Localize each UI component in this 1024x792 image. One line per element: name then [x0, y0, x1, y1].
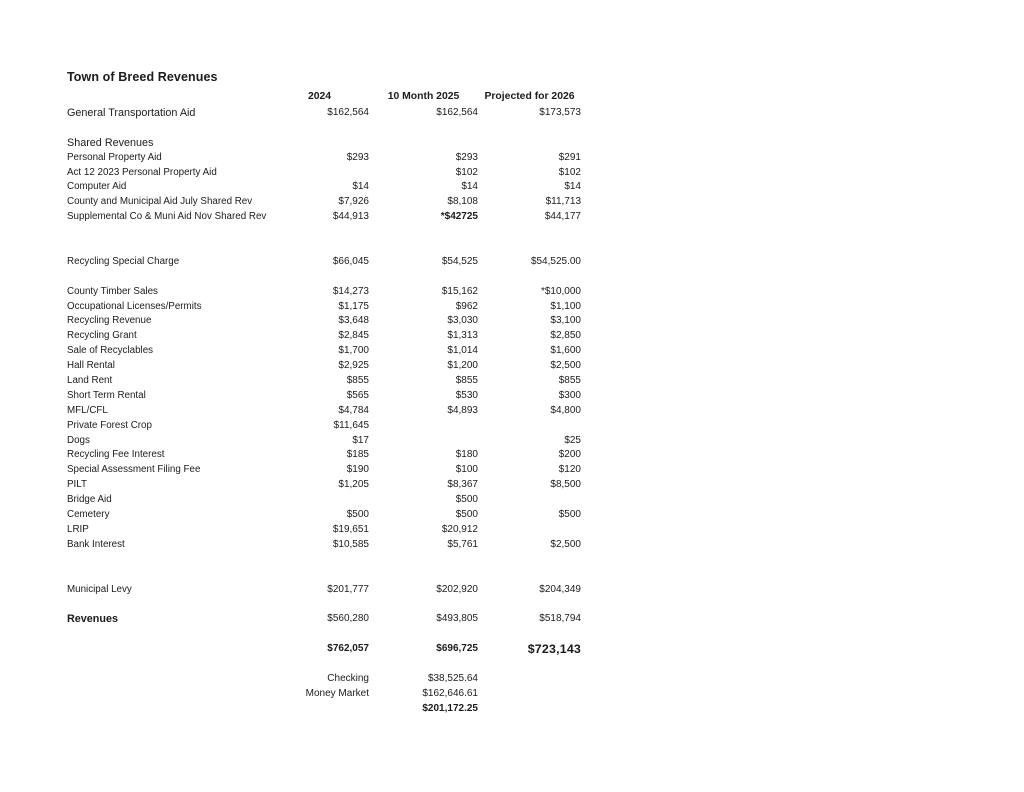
- value-2024: $2,925: [338, 360, 369, 372]
- table-row: [67, 702, 581, 717]
- value-projected-2026: $54,525.00: [530, 255, 581, 267]
- value-10-month-2025: $1,014: [447, 345, 478, 357]
- value-10-month-2025: $962: [455, 300, 478, 312]
- row-label: PILT: [67, 479, 87, 491]
- row-label: Recycling Special Charge: [67, 255, 180, 267]
- value-projected-2026: [478, 672, 581, 687]
- value-2024: [270, 702, 369, 717]
- table-row: [67, 523, 581, 538]
- row-label: Municipal Levy: [67, 583, 132, 595]
- column-header-10-month-2025: 10 Month 2025: [387, 91, 460, 102]
- table-row: [67, 612, 581, 627]
- blank-row: [67, 627, 581, 642]
- value-projected-2026: $4,800: [550, 404, 581, 416]
- blank-row: [67, 121, 581, 136]
- value-10-month-2025: $202,920: [436, 583, 478, 595]
- value-10-month-2025: $1,313: [447, 330, 478, 342]
- table-row: [67, 300, 581, 315]
- value-10-month-2025: $293: [455, 151, 478, 163]
- row-label: [67, 702, 270, 717]
- value-10-month-2025: $100: [455, 464, 478, 476]
- blank-row: [67, 657, 581, 672]
- value-10-month-2025: $102: [455, 166, 478, 178]
- value-projected-2026: $44,177: [544, 211, 581, 223]
- column-header-2024: 2024: [307, 91, 332, 102]
- value-2024: $14: [352, 181, 369, 193]
- row-label: Occupational Licenses/Permits: [67, 300, 202, 312]
- table-body: [67, 106, 581, 717]
- value-projected-2026: $3,100: [550, 315, 581, 327]
- blank-row: [67, 568, 581, 583]
- value-projected-2026: $200: [558, 449, 581, 461]
- table-row: [67, 344, 581, 359]
- row-label: County Timber Sales: [67, 285, 158, 297]
- value-2024: $185: [346, 449, 369, 461]
- table-row: [67, 136, 581, 151]
- column-header-projected-2026: Projected for 2026: [484, 91, 575, 102]
- value-2024: $4,784: [338, 404, 369, 416]
- value-10-month-2025: $20,912: [441, 523, 478, 535]
- value-projected-2026: $25: [564, 434, 581, 446]
- value-2024: $11,645: [333, 419, 369, 431]
- table-row: [67, 478, 581, 493]
- value-2024: $7,926: [338, 196, 369, 208]
- row-label: Short Term Rental: [67, 389, 146, 401]
- row-label: Shared Revenues: [67, 136, 154, 149]
- table-row: [67, 195, 581, 210]
- table-row: [67, 106, 581, 121]
- value-10-month-2025: $855: [455, 375, 478, 387]
- value-2024: $293: [346, 151, 369, 163]
- row-label: Private Forest Crop: [67, 419, 152, 431]
- table-row: [67, 434, 581, 449]
- value-10-month-2025: $162,564: [436, 107, 478, 118]
- table-row: [67, 389, 581, 404]
- value-2024: $855: [346, 375, 369, 387]
- row-label: Dogs: [67, 434, 90, 446]
- value-10-month-2025: $1,200: [447, 360, 478, 372]
- table-row: [67, 374, 581, 389]
- value-projected-2026: $1,600: [550, 345, 581, 357]
- value-projected-2026: *$10,000: [540, 285, 581, 297]
- table-row: [67, 419, 581, 434]
- table-row: [67, 672, 581, 687]
- value-projected-2026: $723,143: [527, 642, 581, 657]
- value-2024: $500: [346, 509, 369, 521]
- revenue-report-page: [67, 70, 581, 717]
- table-row: [67, 508, 581, 523]
- value-10-month-2025: $180: [455, 449, 478, 461]
- row-label: Land Rent: [67, 375, 113, 387]
- blank-row: [67, 553, 581, 568]
- value-projected-2026: [478, 136, 581, 151]
- value-10-month-2025: $4,893: [447, 404, 478, 416]
- row-label: Bridge Aid: [67, 494, 112, 506]
- value-projected-2026: $518,794: [539, 613, 581, 625]
- value-10-month-2025: [369, 419, 478, 434]
- value-2024: Money Market: [305, 687, 369, 699]
- value-2024: $201,777: [327, 583, 369, 595]
- value-projected-2026: $2,500: [550, 360, 581, 372]
- value-10-month-2025: $14: [461, 181, 478, 193]
- value-10-month-2025: $5,761: [447, 538, 478, 550]
- value-projected-2026: $291: [558, 151, 581, 163]
- value-projected-2026: [478, 419, 581, 434]
- row-label: [67, 672, 270, 687]
- table-row: [67, 210, 581, 225]
- row-label: Computer Aid: [67, 181, 127, 193]
- value-2024: $762,057: [327, 643, 369, 655]
- value-10-month-2025: $15,162: [441, 285, 478, 297]
- row-label: Revenues: [67, 613, 119, 626]
- table-row: [67, 583, 581, 598]
- value-2024: $19,651: [332, 523, 369, 535]
- value-10-month-2025: $54,525: [441, 255, 478, 267]
- row-label: Personal Property Aid: [67, 151, 162, 163]
- value-projected-2026: $204,349: [539, 583, 581, 595]
- value-projected-2026: $300: [558, 389, 581, 401]
- row-label: General Transportation Aid: [67, 107, 196, 119]
- value-2024: $2,845: [338, 330, 369, 342]
- table-row: [67, 493, 581, 508]
- value-projected-2026: [478, 523, 581, 538]
- row-label: Supplemental Co & Muni Aid Nov Shared Rev: [67, 211, 267, 223]
- row-label: [67, 687, 270, 702]
- value-2024: [270, 493, 369, 508]
- value-2024: $3,648: [338, 315, 369, 327]
- value-10-month-2025: $8,108: [447, 196, 478, 208]
- table-row: [67, 448, 581, 463]
- value-2024: $1,205: [338, 479, 369, 491]
- page-title: Town of Breed Revenues: [67, 70, 218, 84]
- row-label: [67, 642, 270, 657]
- value-projected-2026: $8,500: [550, 479, 581, 491]
- table-row: [67, 255, 581, 270]
- value-projected-2026: [478, 702, 581, 717]
- row-label: Cemetery: [67, 509, 110, 521]
- value-2024: $565: [346, 389, 369, 401]
- value-2024: $17: [352, 434, 369, 446]
- value-10-month-2025: $162,646.61: [422, 687, 478, 699]
- value-projected-2026: [478, 493, 581, 508]
- value-10-month-2025: $530: [455, 389, 478, 401]
- table-row: [67, 180, 581, 195]
- row-label: Act 12 2023 Personal Property Aid: [67, 166, 217, 178]
- row-label: Recycling Fee Interest: [67, 449, 165, 461]
- value-2024: $14,273: [332, 285, 369, 297]
- value-2024: $44,913: [332, 211, 369, 223]
- value-projected-2026: $173,573: [539, 107, 581, 118]
- value-2024: $190: [346, 464, 369, 476]
- value-2024: [270, 166, 369, 181]
- table-row: [67, 359, 581, 374]
- row-label: Recycling Revenue: [67, 315, 152, 327]
- blank-row: [67, 240, 581, 255]
- blank-row: [67, 270, 581, 285]
- value-10-month-2025: $201,172.25: [422, 702, 478, 714]
- value-10-month-2025: $38,525.64: [427, 672, 478, 684]
- table-row: [67, 538, 581, 553]
- row-label: Bank Interest: [67, 538, 125, 550]
- value-10-month-2025: $500: [455, 509, 478, 521]
- value-projected-2026: $2,850: [550, 330, 581, 342]
- row-label: County and Municipal Aid July Shared Rev: [67, 196, 253, 208]
- blank-row: [67, 597, 581, 612]
- value-10-month-2025: [369, 136, 478, 151]
- row-label: Sale of Recyclables: [67, 345, 154, 357]
- value-projected-2026: [478, 687, 581, 702]
- table-row: [67, 404, 581, 419]
- value-projected-2026: $102: [558, 166, 581, 178]
- row-label: LRIP: [67, 523, 89, 535]
- value-10-month-2025: $493,805: [436, 613, 478, 625]
- row-label: Recycling Grant: [67, 330, 137, 342]
- value-2024: [270, 136, 369, 151]
- table-row: [67, 329, 581, 344]
- header-label-spacer: [67, 87, 270, 106]
- table-row: [67, 314, 581, 329]
- value-10-month-2025: $696,725: [436, 643, 478, 655]
- value-projected-2026: $120: [558, 464, 581, 476]
- value-projected-2026: $11,713: [545, 196, 581, 208]
- value-10-month-2025: *$42725: [440, 211, 478, 223]
- table-row: [67, 463, 581, 478]
- value-2024: $162,564: [327, 107, 369, 118]
- table-row: [67, 166, 581, 181]
- value-10-month-2025: $3,030: [447, 315, 478, 327]
- value-10-month-2025: [369, 434, 478, 449]
- value-projected-2026: $1,100: [550, 300, 581, 312]
- value-projected-2026: $2,500: [550, 538, 581, 550]
- value-2024: $1,700: [338, 345, 369, 357]
- table-row: [67, 687, 581, 702]
- table-row: [67, 285, 581, 300]
- value-10-month-2025: $8,367: [447, 479, 478, 491]
- value-2024: $1,175: [338, 300, 369, 312]
- value-10-month-2025: $500: [455, 494, 478, 506]
- table-row: [67, 642, 581, 657]
- blank-row: [67, 225, 581, 240]
- value-2024: $560,280: [327, 613, 369, 625]
- value-projected-2026: $14: [564, 181, 581, 193]
- value-projected-2026: $855: [558, 375, 581, 387]
- table-row: [67, 151, 581, 166]
- value-2024: $10,585: [332, 538, 369, 550]
- value-projected-2026: $500: [558, 509, 581, 521]
- table-header-row: [67, 87, 581, 106]
- row-label: MFL/CFL: [67, 404, 108, 416]
- value-2024: $66,045: [332, 255, 369, 267]
- row-label: Hall Rental: [67, 360, 115, 372]
- row-label: Special Assessment Filing Fee: [67, 464, 201, 476]
- value-2024: Checking: [327, 672, 369, 684]
